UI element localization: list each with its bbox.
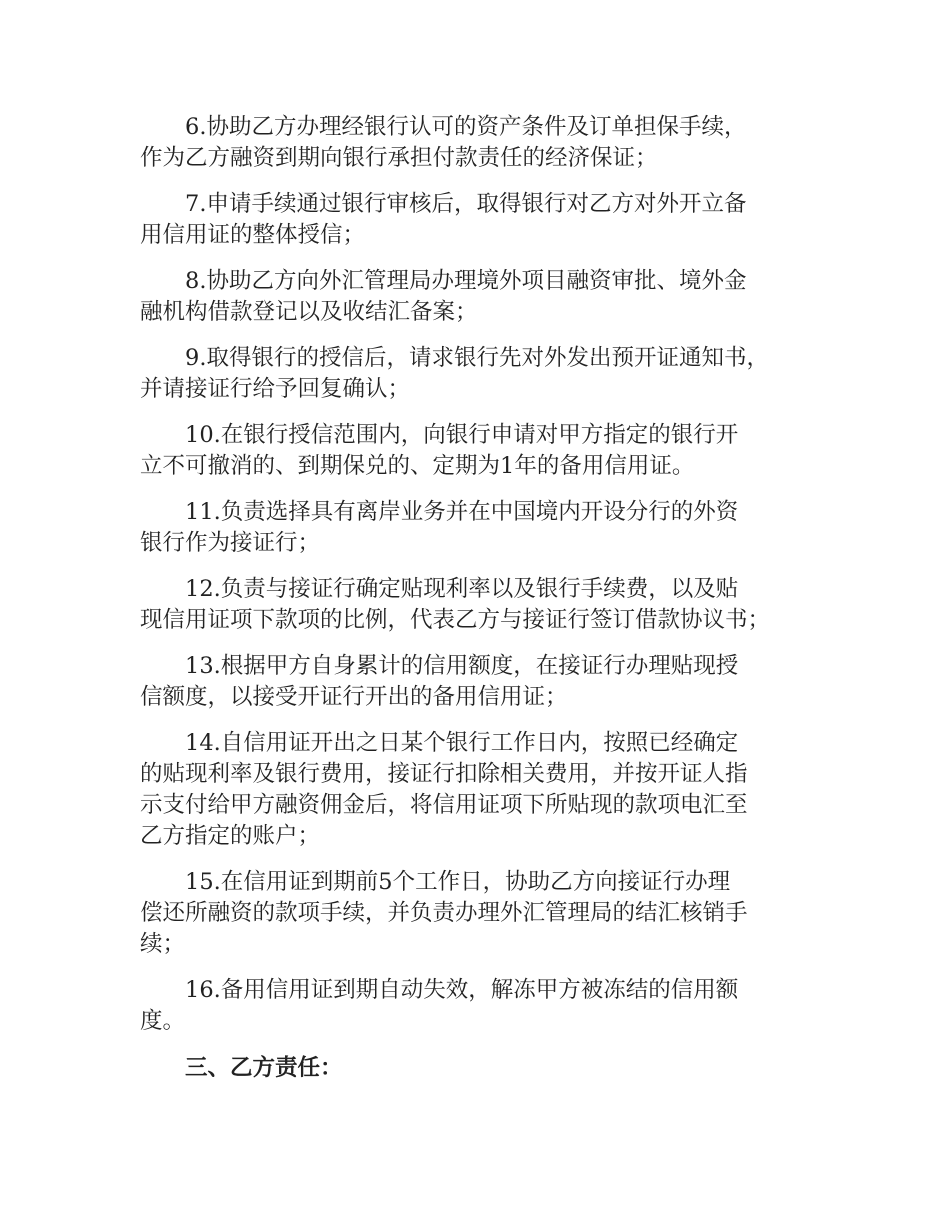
clause-line: 12.负责与接证行确定贴现利率以及银行手续费，以及贴 bbox=[185, 576, 739, 602]
clause-line: 14.自信用证开出之日某个银行工作日内，按照已经确定 bbox=[185, 730, 739, 756]
clause-line: 银行作为接证行； bbox=[140, 530, 321, 556]
clause-line: 度。 bbox=[140, 1008, 186, 1034]
clause-line: 10.在银行授信范围内，向银行申请对甲方指定的银行开 bbox=[185, 422, 739, 448]
clause-line: 6.协助乙方办理经银行认可的资产条件及订单担保手续， bbox=[185, 114, 747, 140]
clause-15 bbox=[140, 867, 830, 960]
clause-line: 偿还所融资的款项手续，并负责办理外汇管理局的结汇核销手 bbox=[140, 900, 748, 926]
clause-line: 并请接证行给予回复确认； bbox=[140, 376, 411, 402]
clause-line: 16.备用信用证到期自动失效，解冻甲方被冻结的信用额 bbox=[185, 977, 739, 1003]
clause-16 bbox=[140, 975, 830, 1037]
clause-line: 11.负责选择具有离岸业务并在中国境内开设分行的外资 bbox=[185, 499, 739, 525]
clause-line: 示支付给甲方融资佣金后，将信用证项下所贴现的款项电汇至 bbox=[140, 792, 748, 818]
clause-line: 9.取得银行的授信后，请求银行先对外发出预开证通知书， bbox=[185, 345, 769, 371]
clause-line: 用信用证的整体授信； bbox=[140, 222, 366, 248]
clause-10 bbox=[140, 420, 830, 482]
clause-line: 的贴现利率及银行费用，接证行扣除相关费用，并按开证人指 bbox=[140, 761, 748, 787]
clause-line: 现信用证项下款项的比例，代表乙方与接证行签订借款协议书； bbox=[140, 607, 771, 633]
clause-7 bbox=[140, 189, 830, 251]
clause-line: 13.根据甲方自身累计的信用额度，在接证行办理贴现授 bbox=[185, 653, 739, 679]
clause-line: 融机构借款登记以及收结汇备案； bbox=[140, 299, 478, 325]
clause-line: 立不可撤消的、到期保兑的、定期为1年的备用信用证。 bbox=[140, 453, 695, 479]
clause-line: 信额度，以接受开证行开出的备用信用证； bbox=[140, 684, 568, 710]
clause-9 bbox=[140, 343, 830, 405]
clause-line: 续； bbox=[140, 931, 186, 957]
clause-12 bbox=[140, 574, 830, 636]
clause-6 bbox=[140, 112, 830, 174]
clause-line: 8.协助乙方向外汇管理局办理境外项目融资审批、境外金 bbox=[185, 268, 747, 294]
clause-line: 作为乙方融资到期向银行承担付款责任的经济保证； bbox=[140, 145, 658, 171]
document-body bbox=[140, 112, 830, 1084]
clause-line: 7.申请手续通过银行审核后，取得银行对乙方对外开立备 bbox=[185, 191, 747, 217]
clause-14 bbox=[140, 728, 830, 852]
clause-13 bbox=[140, 651, 830, 713]
clause-8 bbox=[140, 266, 830, 328]
clause-line: 15.在信用证到期前5个工作日，协助乙方向接证行办理 bbox=[185, 869, 731, 895]
section-heading: 三、乙方责任： bbox=[185, 1055, 343, 1081]
clause-11 bbox=[140, 497, 830, 559]
clause-line: 乙方指定的账户； bbox=[140, 823, 321, 849]
